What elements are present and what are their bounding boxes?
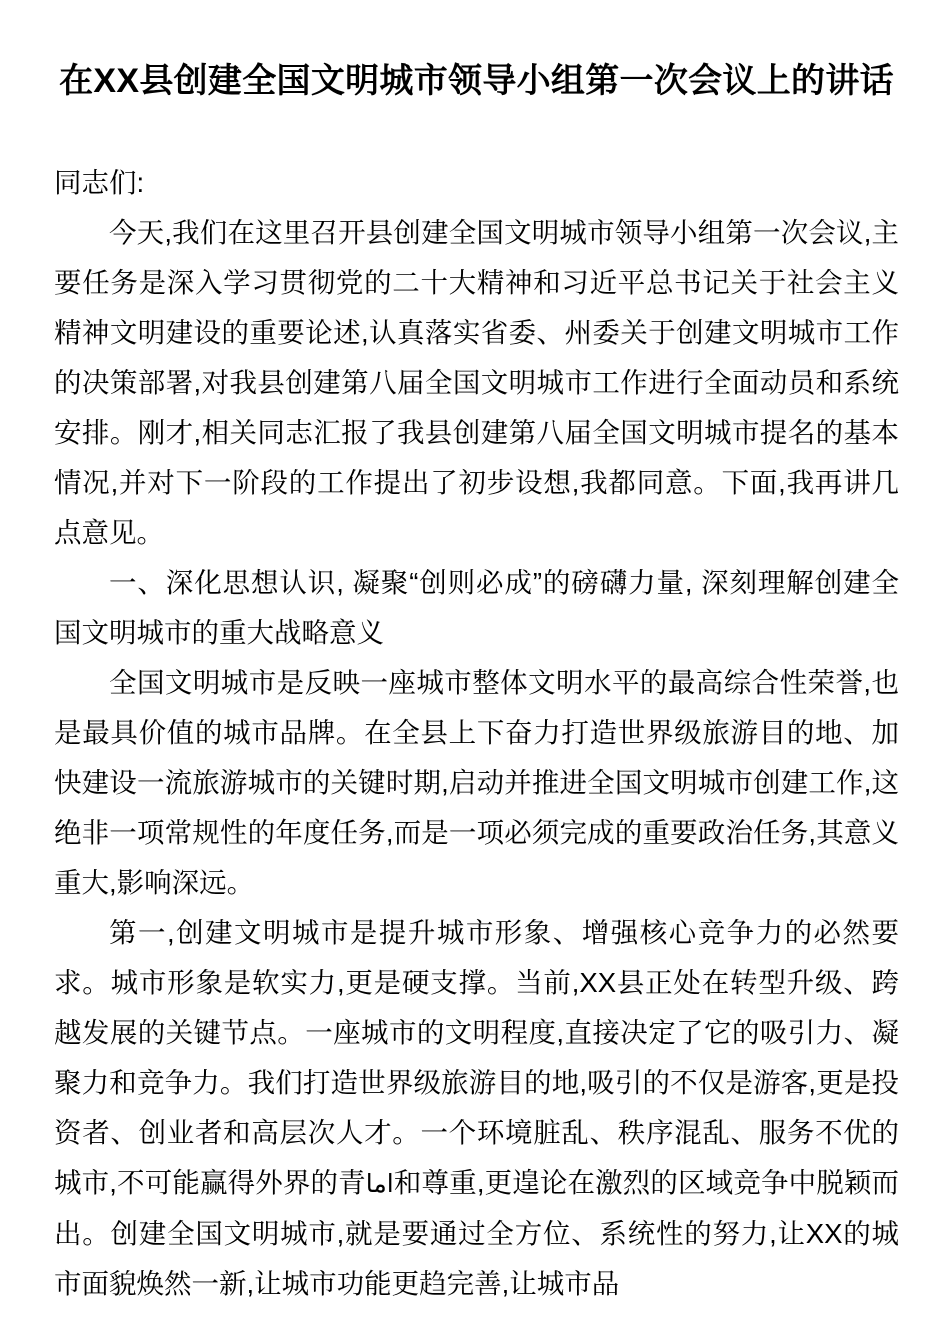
- paragraph-point-one-text-before: 第一,创建文明城市是提升城市形象、增强核心竞争力的必然要求。城市形象是软实力,更是硬支撑。当前,XX县正处在转型升级、跨越发展的关键节点。一座城市的文明程度,直接决定了它的吸引力、凝聚力和竞争力。我们打造世界级旅游目的地,吸引的不仅是游客,更是投资者、创业者和高层次人才。一个环境脏乱、秩序混乱、服务不优的城市,不可能赢得外界的青: [54, 917, 899, 1198]
- paragraph-point-one: [54, 908, 899, 1309]
- paragraph-point-one-text-after: 和尊重,更遑论在激烈的区域竞争中脱颖而出。创建全国文明城市,就是要通过全方位、系统性的努力,让XX的城市面貌焕然一新,让城市功能更趋完善,让城市品: [54, 1167, 900, 1299]
- title-spacer: [54, 106, 899, 158]
- section-heading-one: 一、深化思想认识, 凝聚“创则必成”的磅礴力量, 深刻理解创建全国文明城市的重大战略意义: [54, 567, 899, 648]
- fallback-glyph-run: اما: [365, 1169, 394, 1198]
- paragraph-significance: 全国文明城市是反映一座城市整体文明水平的最高综合性荣誉,也是最具价值的城市品牌。在全县上下奋力打造世界级旅游目的地、加快建设一流旅游城市的关键时期,启动并推进全国文明城市创建工作,这绝非一项常规性的年度任务,而是一项必须完成的重要政治任务,其意义重大,影响深远。: [54, 667, 899, 898]
- document-body: [54, 0, 899, 1309]
- paragraph-opening: 今天,我们在这里召开县创建全国文明城市领导小组第一次会议,主要任务是深入学习贯彻党的二十大精神和习近平总书记关于社会主义精神文明建设的重要论述,认真落实省委、州委关于创建文明城市工作的决策部署,对我县创建第八届全国文明城市工作进行全面动员和系统安排。刚才,相关同志汇报了我县创建第八届全国文明城市提名的基本情况,并对下一阶段的工作提出了初步设想,我都同意。下面,我再讲几点意见。: [54, 217, 899, 548]
- page-title: 在XX县创建全国文明城市领导小组第一次会议上的讲话: [59, 62, 894, 100]
- salutation: 同志们:: [54, 167, 145, 198]
